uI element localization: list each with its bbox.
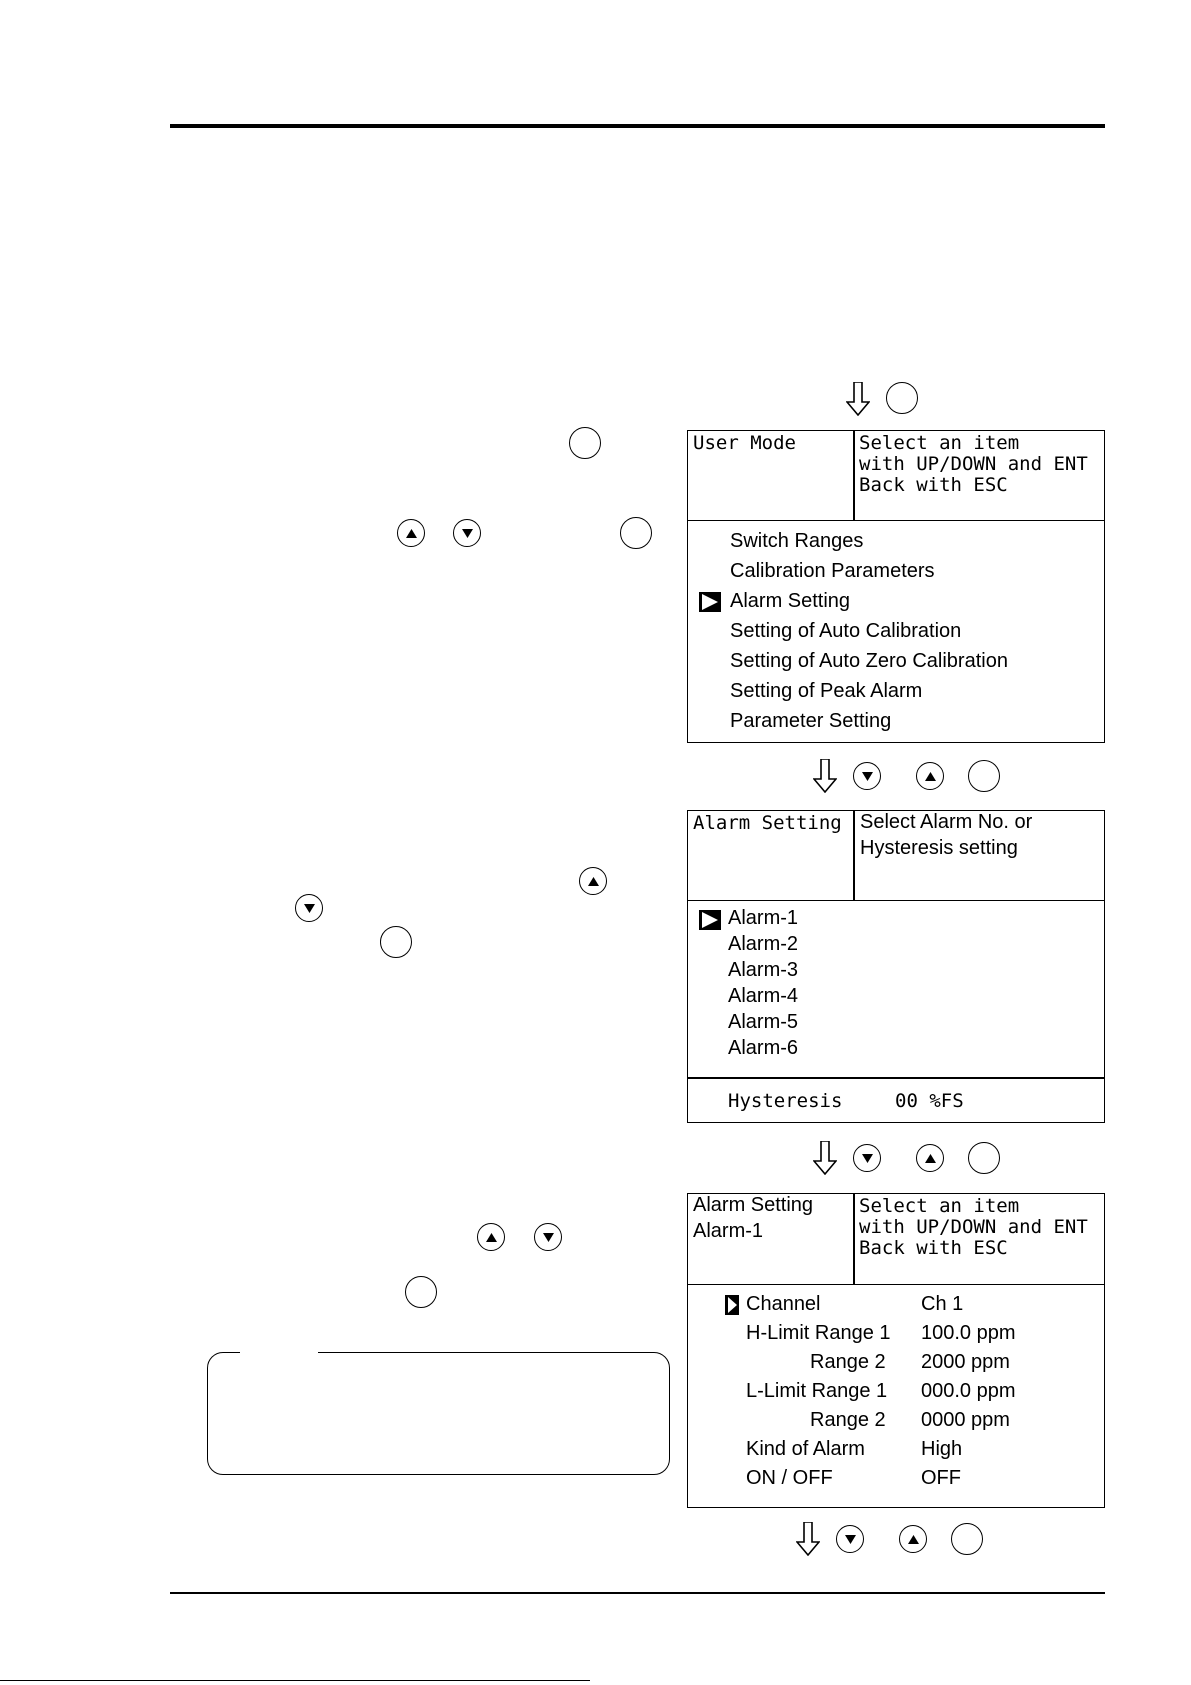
up-key-icon bbox=[899, 1525, 927, 1553]
down-key-icon bbox=[534, 1223, 562, 1251]
up-key-icon bbox=[916, 762, 944, 790]
note-box bbox=[207, 1352, 670, 1475]
round-key-icon bbox=[951, 1523, 983, 1555]
row-value-h-limit-range-1: 100.0 ppm bbox=[921, 1322, 1016, 1344]
round-key-icon bbox=[968, 1142, 1000, 1174]
round-key-icon bbox=[569, 427, 601, 459]
help-line-1: Select an item bbox=[859, 432, 1020, 454]
down-arrow-icon bbox=[796, 1522, 820, 1556]
help-line-1: Select Alarm No. or bbox=[860, 811, 1033, 833]
row-value-on-off: OFF bbox=[921, 1467, 961, 1489]
lcd-header bbox=[688, 431, 1104, 521]
round-key-icon bbox=[405, 1276, 437, 1308]
down-key-icon bbox=[836, 1525, 864, 1553]
down-key-icon bbox=[453, 519, 481, 547]
menu-item-peak-alarm[interactable]: Setting of Peak Alarm bbox=[730, 680, 923, 702]
down-key-icon bbox=[853, 762, 881, 790]
help-line-2: with UP/DOWN and ENT bbox=[859, 1216, 1088, 1238]
round-key-icon bbox=[620, 517, 652, 549]
menu-item-parameter-setting[interactable]: Parameter Setting bbox=[730, 710, 892, 732]
menu-item-auto-zero-calibration[interactable]: Setting of Auto Zero Calibration bbox=[730, 650, 1008, 672]
row-label-kind-of-alarm[interactable]: Kind of Alarm bbox=[746, 1438, 865, 1460]
menu-item-auto-calibration[interactable]: Setting of Auto Calibration bbox=[730, 620, 962, 642]
hysteresis-value: 00 %FS bbox=[895, 1090, 964, 1112]
menu-item-switch-ranges[interactable]: Switch Ranges bbox=[730, 530, 864, 552]
down-key-icon bbox=[853, 1144, 881, 1172]
lcd-screen-alarm-setting bbox=[687, 810, 1105, 1123]
alarm-item-4[interactable]: Alarm-4 bbox=[728, 985, 799, 1007]
screen-title-line-2: Alarm-1 bbox=[693, 1220, 764, 1242]
up-key-icon bbox=[579, 867, 607, 895]
row-label-on-off[interactable]: ON / OFF bbox=[746, 1467, 833, 1489]
lcd-screen-user-mode bbox=[687, 430, 1105, 743]
row-value-l-limit-range-2: 0000 ppm bbox=[921, 1409, 1010, 1431]
row-value-l-limit-range-1: 000.0 ppm bbox=[921, 1380, 1016, 1402]
alarm-item-6[interactable]: Alarm-6 bbox=[728, 1037, 799, 1059]
help-line-3: Back with ESC bbox=[859, 474, 1008, 496]
help-line-2: with UP/DOWN and ENT bbox=[859, 453, 1088, 475]
lcd-divider bbox=[688, 1077, 1104, 1079]
note-box-title-gap bbox=[240, 1346, 318, 1358]
alarm-item-3[interactable]: Alarm-3 bbox=[728, 959, 799, 981]
menu-item-alarm-setting[interactable]: Alarm Setting bbox=[730, 590, 851, 612]
help-line-2: Hysteresis setting bbox=[860, 837, 1018, 859]
row-label-channel[interactable]: Channel bbox=[746, 1293, 821, 1315]
alarm-item-2[interactable]: Alarm-2 bbox=[728, 933, 799, 955]
round-key-icon bbox=[380, 926, 412, 958]
footer-rule bbox=[170, 1592, 1105, 1594]
screen-title: User Mode bbox=[693, 432, 796, 454]
down-arrow-icon bbox=[846, 382, 870, 416]
help-line-3: Back with ESC bbox=[859, 1237, 1008, 1259]
down-key-icon bbox=[295, 894, 323, 922]
row-label-h-limit-range-1[interactable]: H-Limit Range 1 bbox=[746, 1322, 891, 1344]
menu-item-calibration-parameters[interactable]: Calibration Parameters bbox=[730, 560, 935, 582]
help-line-1: Select an item bbox=[859, 1195, 1020, 1217]
alarm-item-5[interactable]: Alarm-5 bbox=[728, 1011, 799, 1033]
row-value-kind-of-alarm: High bbox=[921, 1438, 963, 1460]
alarm-item-1[interactable]: Alarm-1 bbox=[728, 907, 799, 929]
screen-title: Alarm Setting bbox=[693, 812, 842, 834]
down-arrow-icon bbox=[813, 1141, 837, 1175]
row-value-channel: Ch 1 bbox=[921, 1293, 964, 1315]
header-rule bbox=[170, 124, 1105, 128]
up-key-icon bbox=[916, 1144, 944, 1172]
hysteresis-label[interactable]: Hysteresis bbox=[728, 1090, 843, 1112]
cursor-triangle-icon bbox=[699, 592, 721, 612]
lcd-header bbox=[688, 1194, 1104, 1285]
footer-edge-line bbox=[0, 1680, 590, 1681]
round-key-icon bbox=[968, 760, 1000, 792]
row-label-h-limit-range-2[interactable]: Range 2 bbox=[810, 1351, 886, 1373]
lcd-header bbox=[688, 811, 1104, 901]
round-key-icon bbox=[886, 382, 918, 414]
row-value-h-limit-range-2: 2000 ppm bbox=[921, 1351, 1010, 1373]
row-label-l-limit-range-1[interactable]: L-Limit Range 1 bbox=[746, 1380, 888, 1402]
row-label-l-limit-range-2[interactable]: Range 2 bbox=[810, 1409, 886, 1431]
screen-title-line-1: Alarm Setting bbox=[693, 1194, 814, 1216]
cursor-triangle-icon bbox=[699, 910, 721, 930]
down-arrow-icon bbox=[813, 759, 837, 793]
cursor-triangle-icon bbox=[725, 1295, 739, 1315]
up-key-icon bbox=[477, 1223, 505, 1251]
lcd-screen-alarm-1 bbox=[687, 1193, 1105, 1508]
up-key-icon bbox=[397, 519, 425, 547]
